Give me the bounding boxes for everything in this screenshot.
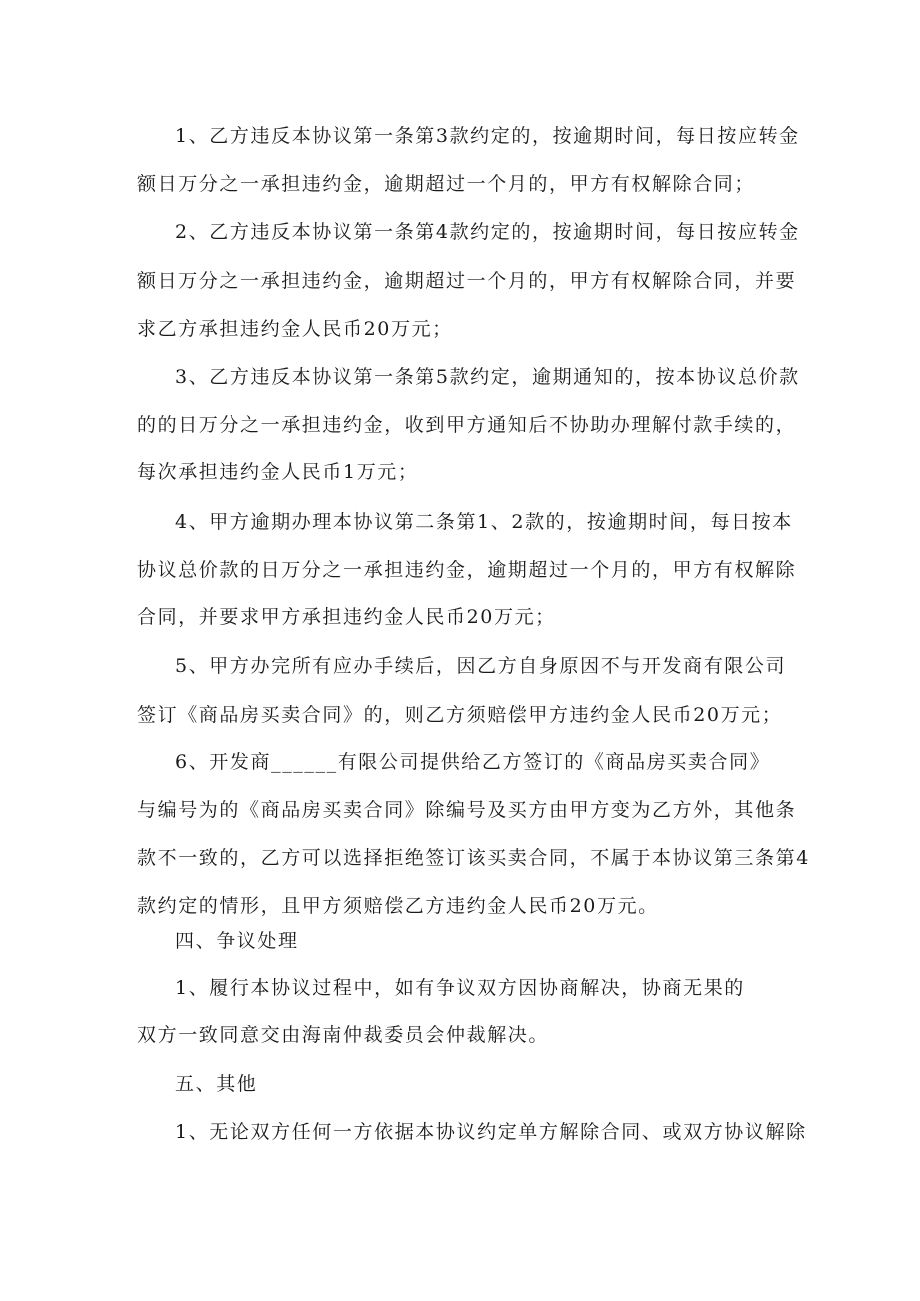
text-line: 求乙方承担违约金人民币20万元； <box>137 318 453 340</box>
section-heading: 五、其他 <box>175 1073 258 1095</box>
section-heading: 四、争议处理 <box>175 930 299 952</box>
text-line: 6、开发商______有限公司提供给乙方签订的《商品房买卖合同》 <box>175 751 771 773</box>
text-line: 合同，并要求甲方承担违约金人民币20万元； <box>137 606 556 628</box>
text-line: 款不一致的，乙方可以选择拒绝签订该买卖合同，不属于本协议第三条第4 <box>137 847 810 869</box>
text-line: 额日万分之一承担违约金，逾期超过一个月的，甲方有权解除合同； <box>137 173 756 195</box>
text-line: 与编号为的《商品房买卖合同》除编号及买方由甲方变为乙方外，其他条 <box>137 799 797 821</box>
text-line: 5、甲方办完所有应办手续后，因乙方自身原因不与开发商有限公司 <box>175 655 787 677</box>
text-line: 1、乙方违反本协议第一条第3款约定的，按逾期时间，每日按应转金 <box>175 125 800 147</box>
text-line: 额日万分之一承担违约金，逾期超过一个月的，甲方有权解除合同，并要 <box>137 270 797 292</box>
text-line: 每次承担违约金人民币1万元； <box>137 461 419 483</box>
text-line: 2、乙方违反本协议第一条第4款约定的，按逾期时间，每日按应转金 <box>175 221 800 243</box>
text-line: 签订《商品房买卖合同》的，则乙方须赔偿甲方违约金人民币20万元； <box>137 704 783 726</box>
text-line: 协议总价款的日万分之一承担违约金，逾期超过一个月的，甲方有权解除 <box>137 559 797 581</box>
text-line: 双方一致同意交由海南仲裁委员会仲裁解决。 <box>137 1024 550 1046</box>
text-line: 的的日万分之一承担违约金，收到甲方通知后不协助办理解付款手续的， <box>137 414 797 436</box>
text-line: 1、履行本协议过程中，如有争议双方因协商解决，协商无果的 <box>175 977 745 999</box>
text-line: 4、甲方逾期办理本协议第二条第1、2款的，按逾期时间，每日按本 <box>175 511 793 533</box>
text-line: 1、无论双方任何一方依据本协议约定单方解除合同、或双方协议解除 <box>175 1121 807 1143</box>
text-line: 款约定的情形，且甲方须赔偿乙方违约金人民币20万元。 <box>137 895 659 917</box>
text-line: 3、乙方违反本协议第一条第5款约定，逾期通知的，按本协议总价款 <box>175 366 800 388</box>
